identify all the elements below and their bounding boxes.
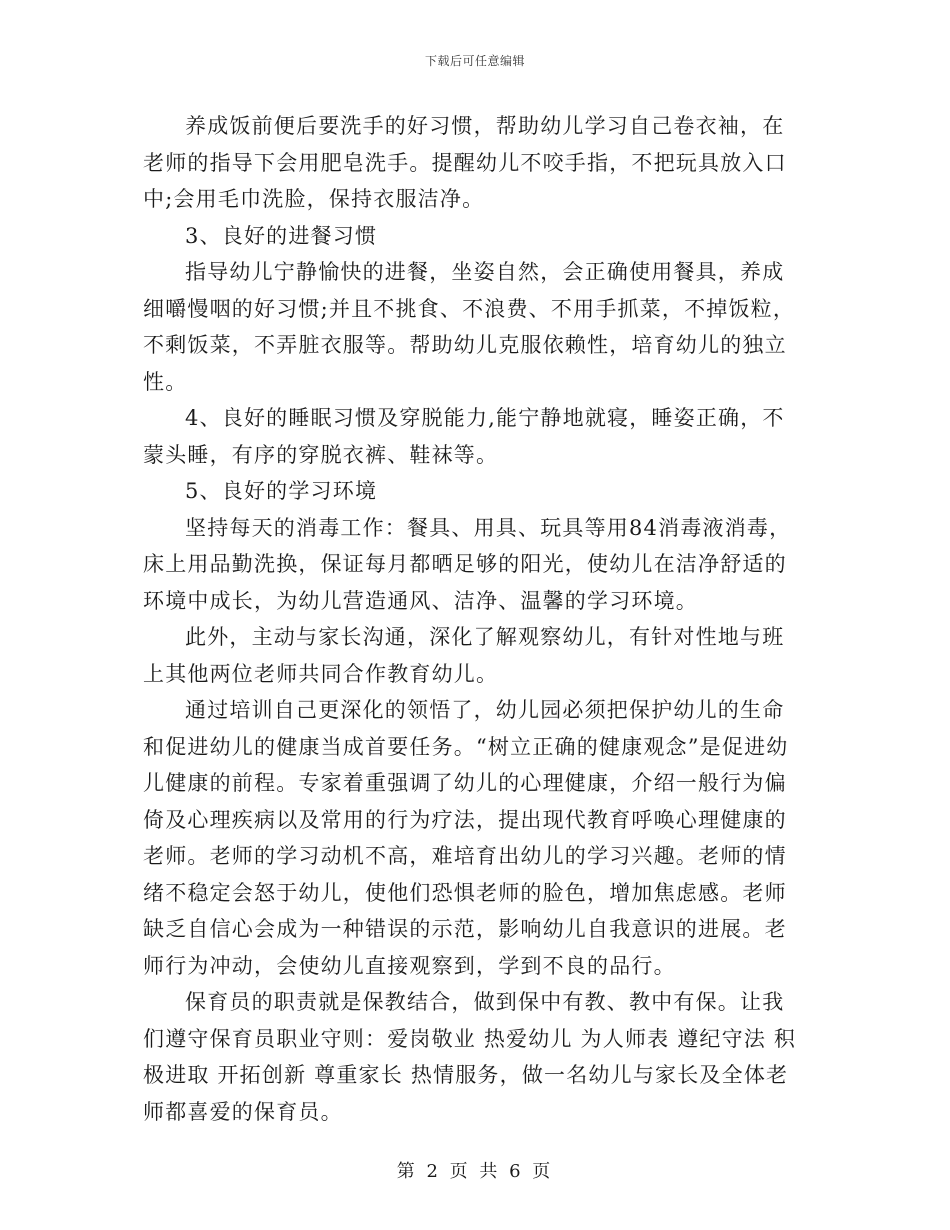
paragraph-eating-habits: 指导幼儿宁静愉快的进餐，坐姿自然，会正确使用餐具，养成细嚼慢咽的好习惯;并且不挑食、不浪费、不用手抓菜，不掉饭粒，不剩饭菜，不弄脏衣服等。帮助幼儿克服依赖性，培育幼儿的独立性。 [143, 260, 796, 394]
paragraph-handwashing: 养成饭前便后要洗手的好习惯，帮助幼儿学习自己卷衣袖，在老师的指导下会用肥皂洗手。提醒幼儿不咬手指，不把玩具放入口中;会用毛巾洗脸，保持衣服洁净。 [143, 114, 787, 211]
document-body [143, 108, 803, 1130]
heading-learning-environment: 5、良好的学习环境 [185, 479, 378, 503]
paragraph-parent-communication: 此外，主动与家长沟通，深化了解观察幼儿，有针对性地与班上其他两位老师共同合作教育幼儿。 [143, 625, 785, 686]
page-footer: 第 2 页 共 6 页 [396, 1161, 554, 1182]
paragraph-disinfection: 坚持每天的消毒工作：餐具、用具、玩具等用84消毒液消毒，床上用品勤洗换，保证每月都晒足够的阳光，使幼儿在洁净舒适的环境中成长，为幼儿营造通风、洁净、温馨的学习环境。 [143, 515, 792, 613]
page-header: 下载后可任意编辑 [424, 54, 525, 68]
paragraph-caregiver-duties: 保育员的职责就是保教结合，做到保中有教、教中有保。让我们遵守保育员职业守则：爱岗敬业 热爱幼儿 为人师表 遵纪守法 积极进取 开拓创新 尊重家长 热情服务，做一名幼儿与家长及全体老师都喜爱的保育员。 [143, 990, 797, 1124]
paragraph-sleep-habits: 4、良好的睡眠习惯及穿脱能力,能宁静地就寝，睡姿正确，不蒙头睡，有序的穿脱衣裤、鞋袜等。 [143, 406, 785, 467]
heading-eating-habits: 3、良好的进餐习惯 [185, 223, 378, 248]
paragraph-training-reflection: 通过培训自己更深化的领悟了，幼儿园必须把保护幼儿的生命和促进幼儿的健康当成首要任务。“树立正确的健康观念”是促进幼儿健康的前程。专家着重强调了幼儿的心理健康，介绍一般行为偏倚及心理疾病以及常用的行为疗法，提出现代教育呼唤心理健康的老师。老师的学习动机不高，难培育出幼儿的学习兴趣。老师的情绪不稳定会怒于幼儿，使他们恐惧老师的脸色，增加焦虑感。老师缺乏自信心会成为一种错误的示范，影响幼儿自我意识的进展。老师行为冲动，会使幼儿直接观察到，学到不良的品行。 [143, 698, 789, 978]
